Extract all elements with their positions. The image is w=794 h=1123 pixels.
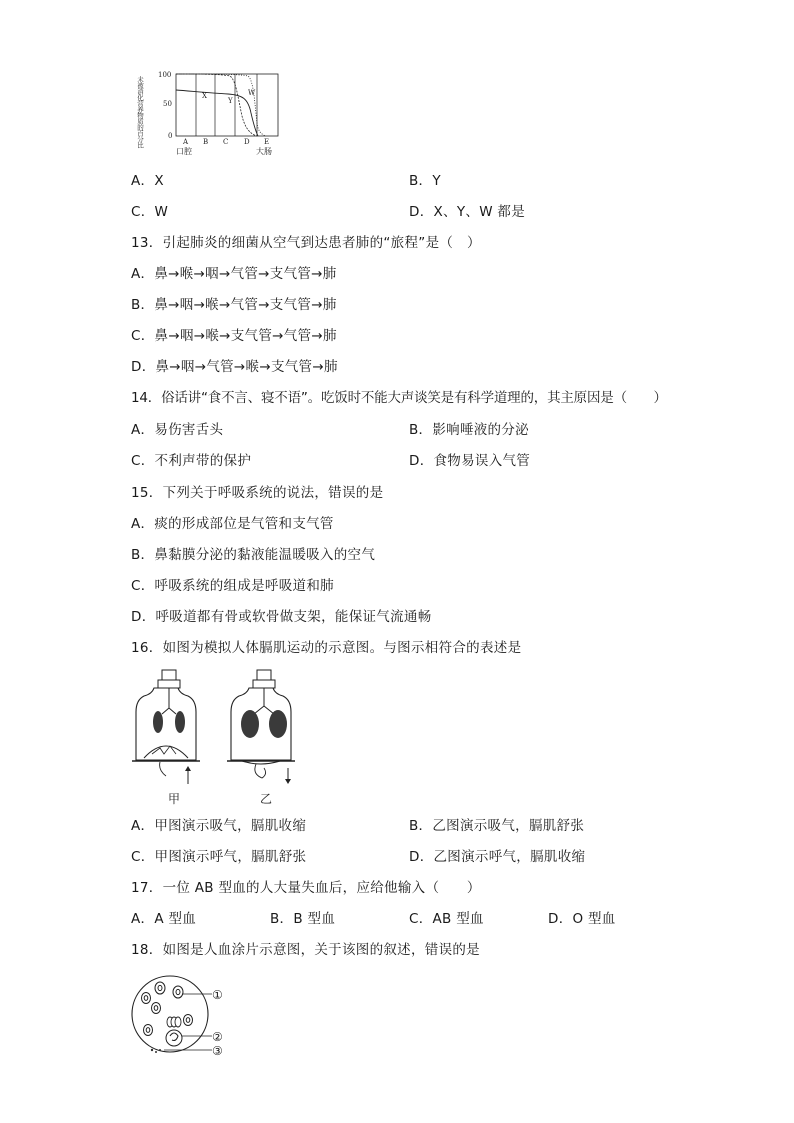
lung-balloon-left-2 [241, 710, 259, 738]
figure-label-1: ① [212, 988, 223, 1002]
curve-y [176, 74, 257, 136]
q15-option-c[interactable]: C．呼吸系统的组成是呼吸道和肺 [131, 578, 334, 594]
graph-y-label: 未被消化营养物质的百分比 [136, 76, 144, 148]
x-tick-a: A [183, 138, 189, 146]
q13-option-a[interactable]: A．鼻→喉→咽→气管→支气管→肺 [131, 266, 337, 282]
y-tick-0: 0 [168, 132, 173, 140]
blood-smear-figure [130, 970, 240, 1062]
q13-stem: 13．引起肺炎的细菌从空气到达患者肺的“旅程”是（ ） [131, 235, 481, 251]
q13-option-c[interactable]: C．鼻→咽→喉→支气管→气管→肺 [131, 328, 337, 344]
curve-x [176, 90, 258, 136]
x-sub-large-intestine: 大肠 [256, 147, 272, 156]
q14-stem: 14．俗话讲“食不言、寝不语”。吃饭时不能大声谈笑是有科学道理的，其主原因是（ ） [131, 390, 667, 406]
q13-option-b[interactable]: B．鼻→咽→喉→气管→支气管→肺 [131, 297, 337, 313]
q17-option-b[interactable]: B．B 型血 [270, 911, 336, 927]
digestion-graph [130, 68, 290, 158]
figure-label-yi: 乙 [260, 792, 273, 806]
x-tick-d: D [244, 138, 250, 146]
curve-label-x: X [202, 92, 207, 100]
q14-option-d[interactable]: D．食物易误入气管 [409, 453, 531, 469]
q17-option-c[interactable]: C．AB 型血 [409, 911, 484, 927]
q16-option-c[interactable]: C．甲图演示呼气，膈肌舒张 [131, 849, 307, 865]
q15-option-d[interactable]: D．呼吸道都有骨或软骨做支架，能保证气流通畅 [131, 609, 432, 625]
q15-stem: 15．下列关于呼吸系统的说法，错误的是 [131, 485, 384, 501]
x-tick-b: B [203, 138, 209, 146]
q16-option-a[interactable]: A．甲图演示吸气，膈肌收缩 [131, 818, 307, 834]
q16-option-b[interactable]: B．乙图演示吸气，膈肌舒张 [409, 818, 585, 834]
q12-option-d[interactable]: D．X、Y、W 都是 [409, 204, 526, 220]
diaphragm-model-figure [130, 668, 310, 810]
q15-option-b[interactable]: B．鼻黏膜分泌的黏液能温暖吸入的空气 [131, 547, 376, 563]
curve-label-w: W [248, 89, 256, 97]
q15-option-a[interactable]: A．痰的形成部位是气管和支气管 [131, 516, 334, 532]
q17-option-d[interactable]: D．O 型血 [548, 911, 616, 927]
q17-option-a[interactable]: A．A 型血 [131, 911, 197, 927]
q12-option-c[interactable]: C．W [131, 204, 169, 220]
y-tick-100: 100 [158, 71, 172, 79]
q18-stem: 18．如图是人血涂片示意图，关于该图的叙述，错误的是 [131, 942, 480, 958]
lung-balloon-right [175, 711, 185, 733]
figure-label-3: ③ [212, 1044, 223, 1058]
x-sub-mouth: 口腔 [176, 147, 192, 156]
q14-option-b[interactable]: B．影响唾液的分泌 [409, 422, 529, 438]
lung-balloon-right-2 [269, 710, 287, 738]
jar-jia [132, 670, 200, 806]
curve-w [176, 74, 266, 136]
q12-option-a[interactable]: A．X [131, 173, 164, 189]
stacked-cells [167, 1017, 181, 1027]
q17-stem: 17．一位 AB 型血的人大量失血后，应给他输入（ ） [131, 880, 481, 896]
q16-stem: 16．如图为模拟人体膈肌运动的示意图。与图示相符合的表述是 [131, 640, 522, 656]
x-tick-c: C [223, 138, 229, 146]
figure-label-jia: 甲 [168, 792, 181, 806]
jar-yi [227, 670, 295, 806]
white-blood-cell [166, 1030, 182, 1046]
q16-option-d[interactable]: D．乙图演示呼气，膈肌收缩 [409, 849, 586, 865]
lung-balloon-left [153, 711, 163, 733]
curve-label-y: Y [228, 97, 233, 105]
y-tick-50: 50 [163, 100, 172, 108]
x-tick-e: E [264, 138, 270, 146]
figure-label-2: ② [212, 1030, 223, 1044]
q14-option-a[interactable]: A．易伤害舌头 [131, 422, 224, 438]
q14-option-c[interactable]: C．不利声带的保护 [131, 453, 252, 469]
q13-option-d[interactable]: D．鼻→咽→气管→喉→支气管→肺 [131, 359, 338, 375]
q12-option-b[interactable]: B．Y [409, 173, 441, 189]
